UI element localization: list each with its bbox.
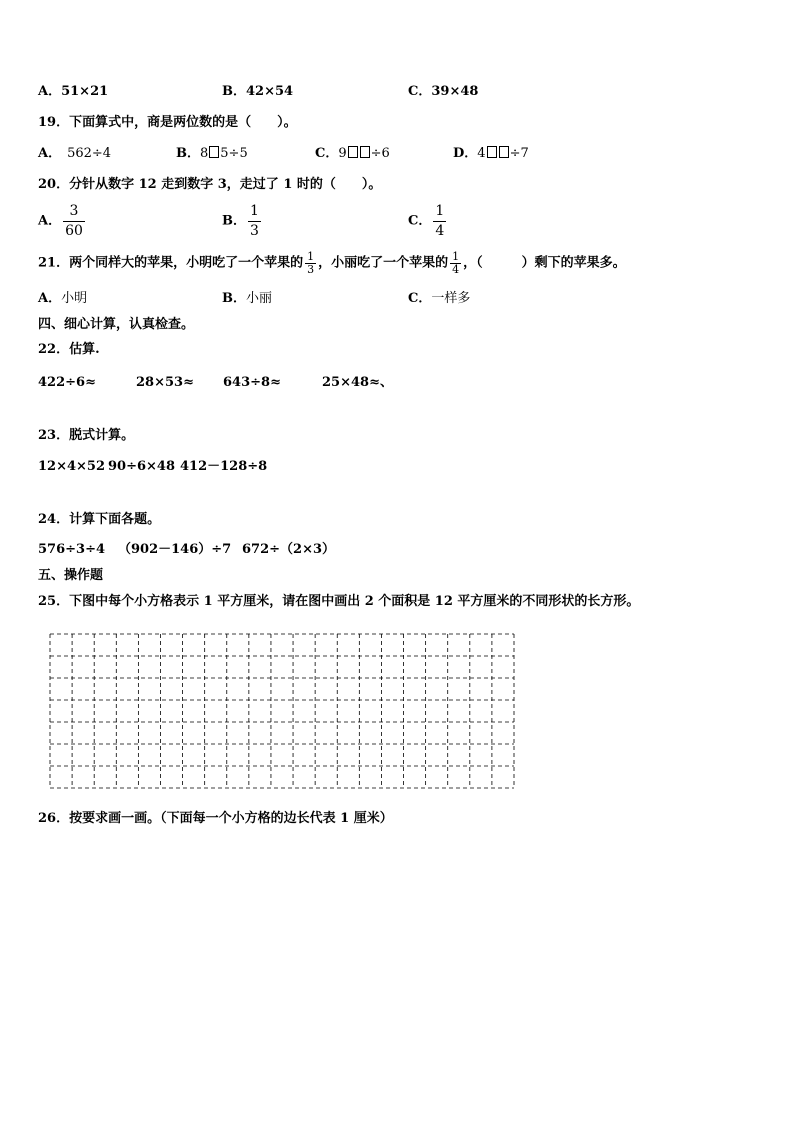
q26-stem: 26．按要求画一画。（下面每一个小方格的边长代表 1 厘米） — [38, 811, 393, 826]
q25-stem: 25．下图中每个小方格表示 1 平方厘米，请在图中画出 2 个面积是 12 平方厘米的不同形状的长方形。 — [38, 594, 640, 609]
q19-stem: 19．下面算式中，商是两位数的是（ ）。 — [38, 115, 297, 130]
fraction: $\frac{1}{3}$ — [250, 203, 259, 239]
section-5-heading: 五、操作题 — [38, 568, 104, 583]
q22-stem: 22．估算. — [38, 342, 100, 357]
blank-box — [487, 146, 497, 158]
q24-stem: 24．计算下面各题。 — [38, 512, 161, 527]
q21-option-c: C．一样多 — [408, 291, 471, 306]
q24-item: 672÷（2×3） — [242, 542, 336, 557]
q19-option-d: D．4 ÷7 — [453, 146, 529, 161]
q19-option-b: B．8 5÷5 — [176, 146, 248, 161]
q19-option-a: A． 562÷4 — [38, 146, 112, 161]
fraction: $\frac{3}{60}$ — [65, 203, 83, 239]
q21-option-b: B．小丽 — [222, 291, 273, 306]
q22-item: 25×48≈、 — [322, 375, 393, 390]
blank-box — [360, 146, 370, 158]
fraction: $\frac{1}{4}$ — [435, 203, 445, 239]
q23-stem: 23．脱式计算。 — [38, 428, 135, 443]
q20-option-a: A． $\frac{3}{60}$ — [38, 203, 83, 239]
fraction: $\frac{1}{4}$ — [452, 250, 460, 276]
q23-item: 90÷6×48 — [108, 459, 176, 474]
q20-option-b: B． $\frac{1}{3}$ — [222, 203, 259, 239]
q22-item: 643÷8≈ — [223, 375, 281, 390]
blank-box — [209, 146, 219, 158]
q22-item: 422÷6≈ — [38, 375, 96, 390]
q23-item: 12×4×52 — [38, 459, 106, 474]
q24-item: （902－146）÷7 — [118, 542, 232, 557]
q18-option-b: B．42×54 — [222, 84, 294, 99]
q23-item: 412－128÷8 — [180, 459, 268, 474]
q19-option-c: C．9 ÷6 — [315, 146, 390, 161]
q20-stem: 20．分针从数字 12 走到数字 3，走过了 1 时的（ ）。 — [38, 177, 382, 192]
q21-stem: 21．两个同样大的苹果，小明吃了一个苹果的 $\frac{1}{3}$ ，小丽吃了一个苹果的 $\frac{1}{4}$ ，（ ）剩下的苹果多。 — [38, 250, 626, 276]
fraction: $\frac{1}{3}$ — [307, 250, 315, 276]
q22-item: 28×53≈ — [136, 375, 194, 390]
q18-option-a: A．51×21 — [38, 84, 109, 99]
section-4-heading: 四、细心计算，认真检查。 — [38, 317, 195, 332]
q24-item: 576÷3÷4 — [38, 542, 106, 557]
q21-option-a: A．小明 — [38, 291, 88, 306]
q18-option-c: C．39×48 — [408, 84, 479, 99]
blank-box — [348, 146, 358, 158]
q20-option-c: C． $\frac{1}{4}$ — [408, 203, 445, 239]
blank-box — [499, 146, 509, 158]
dashed-square-grid[interactable] — [48, 632, 516, 790]
